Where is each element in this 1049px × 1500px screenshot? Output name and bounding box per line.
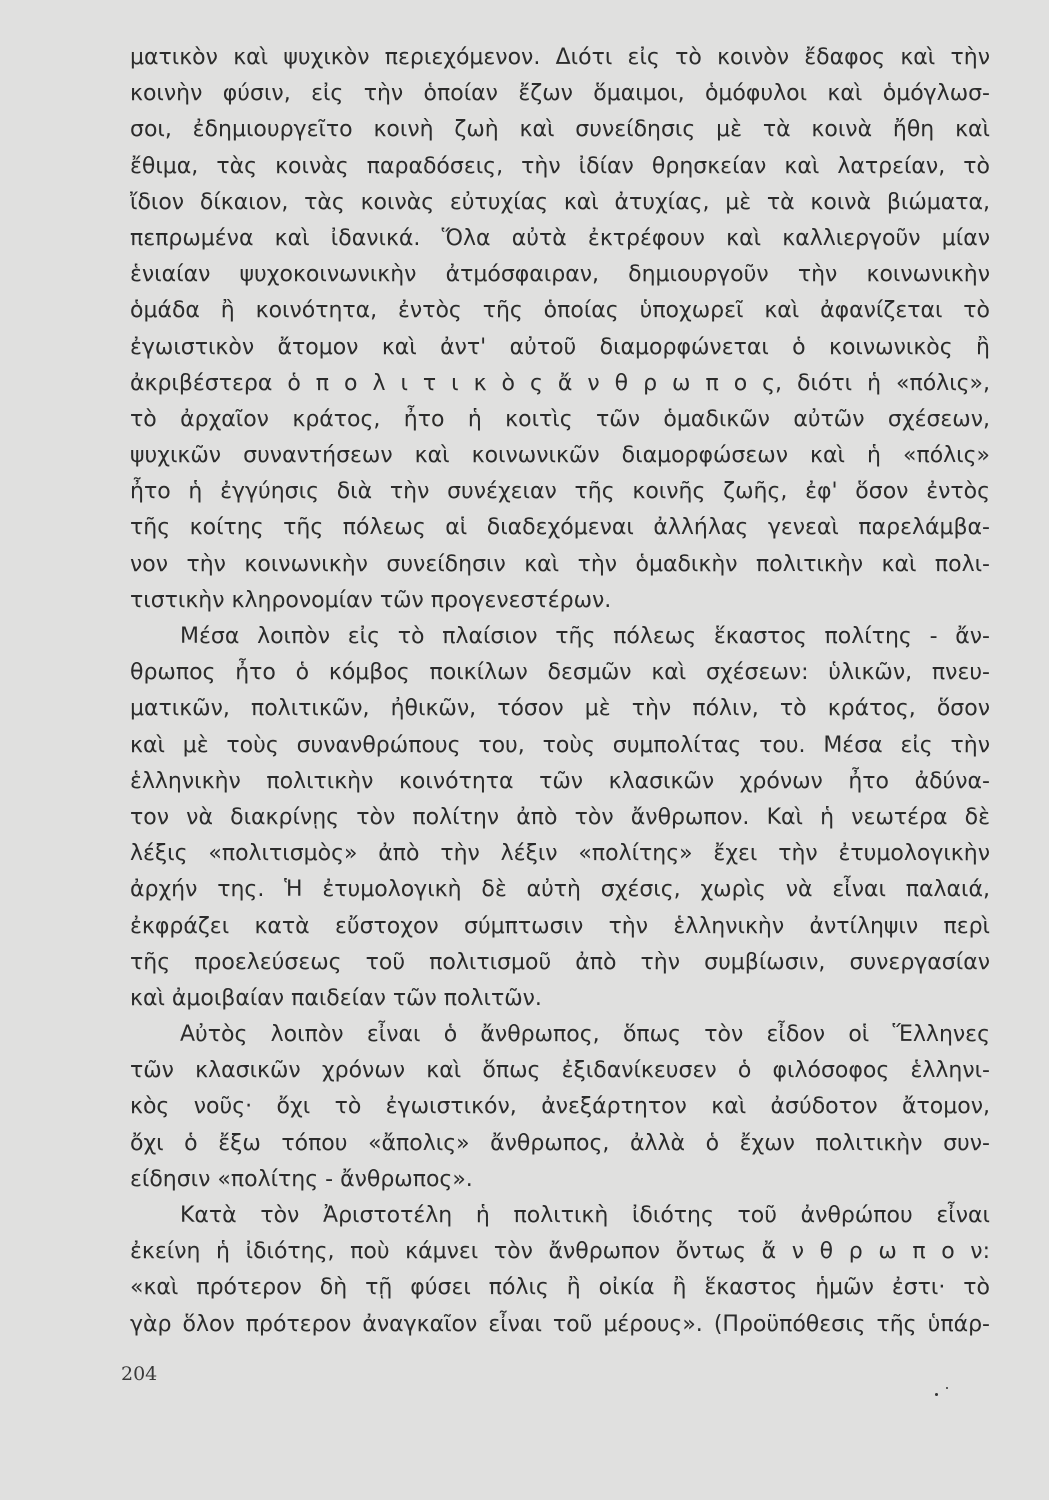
paragraph-start-line: Κατὰ τὸν Ἀριστοτέλη ἡ πολιτικὴ ἰδιότης τοῦ ἀνθρώπου εἶναι	[180, 1203, 990, 1228]
text-line: ὁμάδα ἢ κοινότητα, ἐντὸς τῆς ὁποίας ὑποχωρεῖ καὶ ἀφανίζεται τὸ	[130, 298, 990, 324]
text-line: τῆς προελεύσεως τοῦ πολιτισμοῦ ἀπὸ τὴν συμβίωσιν, συνεργασίαν	[130, 949, 990, 975]
text-line: ἔθιμα, τὰς κοινὰς παραδόσεις, τὴν ἰδίαν θρησκείαν καὶ λατρείαν, τὸ	[130, 153, 990, 179]
text-line: λέξις «πολιτισμὸς» ἀπὸ τὴν λέξιν «πολίτης» ἔχει τὴν ἐτυμολογικὴν	[130, 841, 990, 867]
text-line: ματικῶν, πολιτικῶν, ἠθικῶν, τόσον μὲ τὴν πόλιν, τὸ κράτος, ὅσον	[130, 696, 990, 722]
page-number: 204	[121, 1363, 158, 1385]
text-line: σοι, ἐδημιουργεῖτο κοινὴ ζωὴ καὶ συνείδησις μὲ τὰ κοινὰ ἤθη καὶ	[130, 117, 990, 143]
text-line: ἑνιαίαν ψυχοκοινωνικὴν ἀτμόσφαιραν, δημιουργοῦν τὴν κοινωνικὴν	[130, 262, 990, 288]
text-line: κοινὴν φύσιν, εἰς τὴν ὁποίαν ἔζων ὅμαιμοι, ὁμόφυλοι καὶ ὁμόγλωσ-	[130, 81, 990, 107]
text-line: πεπρωμένα καὶ ἰδανικά. Ὅλα αὐτὰ ἐκτρέφουν καὶ καλλιεργοῦν μίαν	[130, 225, 990, 251]
text-line: τον νὰ διακρίνῃς τὸν πολίτην ἀπὸ τὸν ἄνθρωπον. Καὶ ἡ νεωτέρα δὲ	[130, 804, 990, 830]
text-line: ματικὸν καὶ ψυχικὸν περιεχόμενον. Διότι εἰς τὸ κοινὸν ἔδαφος καὶ τὴν	[130, 45, 990, 70]
text-line: ἀκριβέστερα ὁ π ο λ ι τ ι κ ὸ ς ἄ ν θ ρ ω π ο ς, διότι ἡ «πόλις»,	[130, 370, 990, 396]
text-line: τῶν κλασικῶν χρόνων καὶ ὅπως ἐξιδανίκευσεν ὁ φιλόσοφος ἑλληνι-	[130, 1058, 990, 1084]
text-line: ἀρχήν της. Ἡ ἐτυμολογικὴ δὲ αὐτὴ σχέσις, χωρὶς νὰ εἶναι παλαιά,	[130, 877, 990, 903]
paragraph-end-line: είδησιν «πολίτης - ἄνθρωπος».	[130, 1166, 473, 1192]
text-line: τῆς κοίτης τῆς πόλεως αἱ διαδεχόμεναι ἀλλήλας γενεαὶ παρελάμβα-	[130, 515, 990, 541]
text-line: γὰρ ὅλον πρότερον ἀναγκαῖον εἶναι τοῦ μέρους». (Προϋπόθεσις τῆς ὑπάρ-	[130, 1311, 990, 1337]
text-line: τὸ ἀρχαῖον κράτος, ἦτο ἡ κοιτὶς τῶν ὁμαδικῶν αὐτῶν σχέσεων,	[130, 406, 990, 432]
text-line: θρωπος ἦτο ὁ κόμβος ποικίλων δεσμῶν καὶ σχέσεων: ὑλικῶν, πνευ-	[130, 660, 990, 686]
text-line: ψυχικῶν συναντήσεων καὶ κοινωνικῶν διαμορφώσεων καὶ ἡ «πόλις»	[130, 443, 990, 469]
print-specks	[933, 1386, 953, 1398]
text-line: καὶ μὲ τοὺς συνανθρώπους του, τοὺς συμπολίτας του. Μέσα εἰς τὴν	[130, 732, 990, 758]
text-line: ἐγωιστικὸν ἄτομον καὶ ἀντ' αὐτοῦ διαμορφώνεται ὁ κοινωνικὸς ἢ	[130, 334, 990, 360]
body-text	[130, 40, 990, 1343]
paragraph-start-line: Αὐτὸς λοιπὸν εἶναι ὁ ἄνθρωπος, ὅπως τὸν εἶδον οἱ Ἕλληνες	[180, 1022, 990, 1048]
text-line: ἐκείνη ἡ ἰδιότης, ποὺ κάμνει τὸν ἄνθρωπον ὄντως ἄ ν θ ρ ω π ο ν:	[130, 1239, 990, 1265]
text-line: «καὶ πρότερον δὴ τῇ φύσει πόλις ἢ οἰκία ἢ ἕκαστος ἡμῶν ἐστι· τὸ	[130, 1275, 990, 1301]
paragraph-end-line: τιστικὴν κληρονομίαν τῶν προγενεστέρων.	[130, 587, 612, 613]
text-line: κὸς νοῦς· ὄχι τὸ ἐγωιστικόν, ἀνεξάρτητον καὶ ἀσύδοτον ἄτομον,	[130, 1094, 990, 1120]
text-line: ἑλληνικὴν πολιτικὴν κοινότητα τῶν κλασικῶν χρόνων ἦτο ἀδύνα-	[130, 768, 990, 794]
text-line: ἦτο ἡ ἐγγύησις διὰ τὴν συνέχειαν τῆς κοινῆς ζωῆς, ἐφ' ὅσον ἐντὸς	[130, 479, 990, 505]
text-line: ὄχι ὁ ἔξω τόπου «ἄπολις» ἄνθρωπος, ἀλλὰ ὁ ἔχων πολιτικὴν συν-	[130, 1130, 990, 1156]
text-line: νον τὴν κοινωνικὴν συνείδησιν καὶ τὴν ὁμαδικὴν πολιτικὴν καὶ πολι-	[130, 551, 990, 577]
paragraph-start-line: Μέσα λοιπὸν εἰς τὸ πλαίσιον τῆς πόλεως ἕκαστος πολίτης - ἄν-	[180, 624, 990, 649]
text-line: ἴδιον δίκαιον, τὰς κοινὰς εὐτυχίας καὶ ἀτυχίας, μὲ τὰ κοινὰ βιώματα,	[130, 189, 990, 215]
paragraph-end-line: καὶ ἀμοιβαίαν παιδείαν τῶν πολιτῶν.	[130, 985, 542, 1011]
text-line: ἐκφράζει κατὰ εὔστοχον σύμπτωσιν τὴν ἑλληνικὴν ἀντίληψιν περὶ	[130, 913, 990, 939]
